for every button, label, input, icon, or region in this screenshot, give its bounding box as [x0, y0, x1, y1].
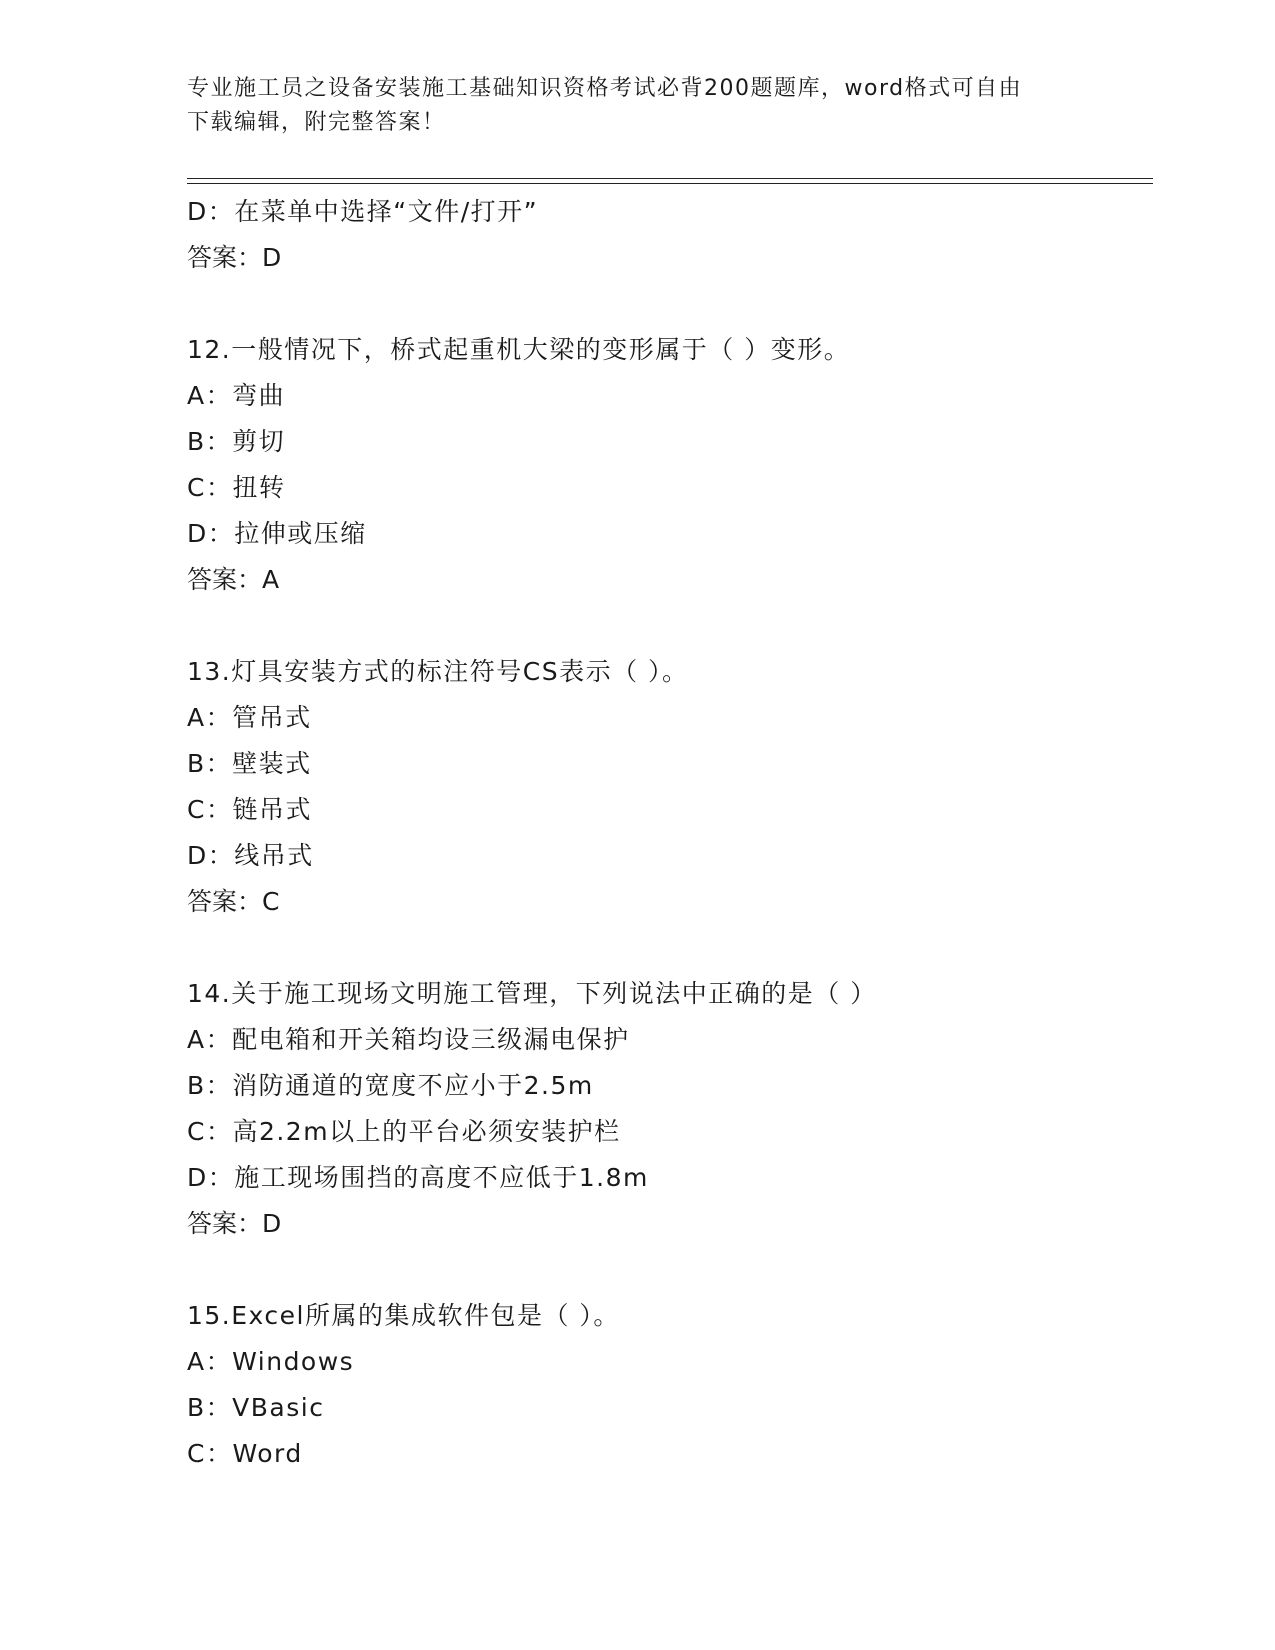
spacer: [187, 281, 1153, 327]
question-14-answer: 答案：D: [187, 1209, 282, 1238]
header-divider-top: [187, 178, 1153, 179]
question-13-option-d: D：线吊式: [187, 841, 314, 870]
question-12-option-b: B：剪切: [187, 427, 286, 456]
question-14-option-c: C：高2.2m以上的平台必须安装护栏: [187, 1117, 621, 1146]
question-12-stem: 12.一般情况下，桥式起重机大梁的变形属于（ ）变形。: [187, 335, 851, 364]
spacer: [187, 603, 1153, 649]
spacer: [187, 1247, 1153, 1293]
prev-question-option-d: D：在菜单中选择“文件/打开”: [187, 197, 539, 226]
question-13-answer: 答案：C: [187, 887, 280, 916]
question-14-stem: 14.关于施工现场文明施工管理，下列说法中正确的是（ ）: [187, 979, 877, 1008]
question-13-option-c: C：链吊式: [187, 795, 312, 824]
header-divider-bottom: [187, 183, 1153, 184]
question-15-stem: 15.Excel所属的集成软件包是（ ）。: [187, 1301, 620, 1330]
prev-question-answer: 答案：D: [187, 243, 282, 272]
question-14-option-d: D：施工现场围挡的高度不应低于1.8m: [187, 1163, 649, 1192]
question-15-option-c: C：Word: [187, 1439, 303, 1468]
question-13-stem: 13.灯具安装方式的标注符号CS表示（ ）。: [187, 657, 689, 686]
question-14-option-a: A：配电箱和开关箱均设三级漏电保护: [187, 1025, 630, 1054]
question-14-option-b: B：消防通道的宽度不应小于2.5m: [187, 1071, 594, 1100]
question-15-option-a: A：Windows: [187, 1347, 355, 1376]
question-15-option-b: B：VBasic: [187, 1393, 325, 1422]
question-13-option-b: B：壁装式: [187, 749, 312, 778]
question-12-option-a: A：弯曲: [187, 381, 286, 410]
document-header: [187, 72, 1067, 140]
question-13-option-a: A：管吊式: [187, 703, 312, 732]
spacer: [187, 925, 1153, 971]
question-12-option-c: C：扭转: [187, 473, 286, 502]
question-list: [187, 189, 1153, 1477]
header-title-line-1: 专业施工员之设备安装施工基础知识资格考试必背200题题库，word格式可自由: [187, 76, 1023, 101]
question-12-answer: 答案：A: [187, 565, 280, 594]
header-title-line-2: 下载编辑，附完整答案！: [187, 110, 446, 135]
question-12-option-d: D：拉伸或压缩: [187, 519, 367, 548]
